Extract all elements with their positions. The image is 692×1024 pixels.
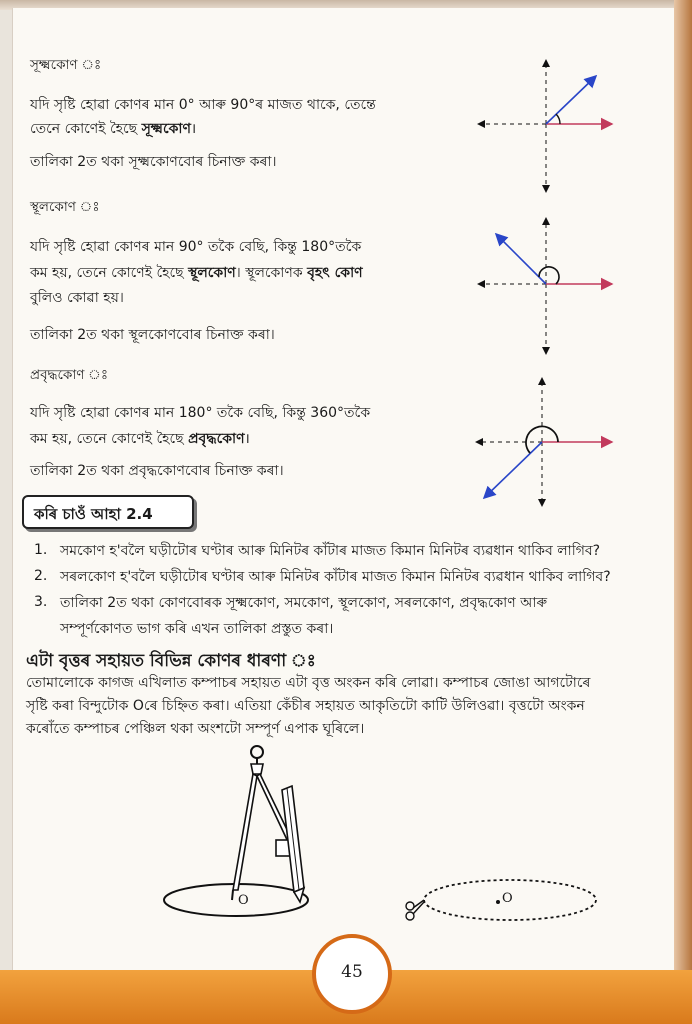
reflex-line2-text: কম হয়, তেনে কোণেই হৈছে (30, 431, 189, 447)
reflex-line2-end: । (244, 431, 250, 447)
compass-point-label: O (238, 893, 249, 908)
obtuse-heading: স্থূলকোণ ঃ (30, 199, 100, 215)
acute-definition-line1: যদি সৃষ্টি হোৱা কোণৰ মান 0° আৰু 90°ৰ মাজত থাকে, তেন্তে (30, 97, 376, 113)
page-number: 45 (341, 962, 363, 982)
activity-item-1: সমকোণ হ'বলৈ ঘড়ীটোৰ ঘণ্টাৰ আৰু মিনিটৰ কাঁটাৰ মাজত কিমান মিনিটৰ ব্যৱধান থাকিব লাগিব? (60, 543, 601, 559)
circle-para-line3: কৰোঁতে কম্পাচৰ পেঞ্চিল থকা অংশটো সম্পূৰ্ণ এপাক ঘূৰিলে। (26, 721, 365, 737)
reflex-angle-diagram (472, 372, 622, 512)
acute-line2-end: । (190, 121, 197, 137)
page-right-edge (674, 0, 692, 1024)
reflex-term: প্ৰবৃদ্ধকোণ (188, 431, 245, 447)
cut-circle-illustration (400, 872, 600, 932)
acute-table-instruction: তালিকা 2ত থকা সূক্ষ্মকোণবোৰ চিনাক্ত কৰা। (30, 154, 277, 170)
reflex-definition-line2 (30, 430, 250, 448)
obtuse-definition-line2 (30, 264, 363, 282)
obtuse-line2-text: কম হয়, তেনে কোণেই হৈছে (30, 265, 189, 281)
acute-line2-text: তেনে কোণেই হৈছে (30, 121, 142, 137)
acute-heading: সূক্ষ্মকোণ ঃ (30, 57, 102, 73)
page-number-badge (312, 934, 392, 1014)
scissors-icon (406, 900, 424, 920)
obtuse-definition-line1: যদি সৃষ্টি হোৱা কোণৰ মান 90° তকৈ বেছি, কিন্তু 180°তকৈ (30, 239, 362, 255)
obtuse-line2-mid: । স্থূলকোণক (235, 265, 308, 281)
obtuse-angle-diagram (472, 210, 622, 360)
acute-term: সূক্ষ্মকোণ (141, 121, 191, 137)
obtuse-alt-term: বৃহৎ কোণ (307, 265, 363, 281)
cut-circle-point-label: O (502, 891, 513, 906)
circle-para-line1: তোমালোকে কাগজ এখিলাত কম্পাচৰ সহায়ত এটা বৃত্ত অংকন কৰি লোৱা। কম্পাচৰ জোঙা আগটোৰে (26, 675, 591, 691)
activity-item-3-number: 3. (34, 594, 48, 610)
acute-definition-line2 (30, 120, 196, 138)
acute-angle-diagram (472, 52, 622, 202)
activity-item-2: সৰলকোণ হ'বলৈ ঘড়ীটোৰ ঘণ্টাৰ আৰু মিনিটৰ কাঁটাৰ মাজত কিমান মিনিটৰ ব্যৱধান থাকিব লাগিব? (60, 569, 611, 585)
reflex-table-instruction: তালিকা 2ত থকা প্ৰবৃদ্ধকোণবোৰ চিনাক্ত কৰা। (30, 463, 284, 479)
activity-title: কৰি চাওঁ আহা 2.4 (34, 505, 153, 523)
circle-section-heading: এটা বৃত্তৰ সহায়ত বিভিন্ন কোণৰ ধাৰণা ঃ (26, 651, 316, 671)
obtuse-term: স্থূলকোণ (188, 265, 236, 281)
activity-item-2-number: 2. (34, 568, 48, 584)
activity-item-3-line1: তালিকা 2ত থকা কোণবোৰক সূক্ষ্মকোণ, সমকোণ, স্থূলকোণ, সৰলকোণ, প্ৰবৃদ্ধকোণ আৰু (60, 595, 547, 611)
reflex-definition-line1: যদি সৃষ্টি হোৱা কোণৰ মান 180° তকৈ বেছি, কিন্তু 360°তকৈ (30, 405, 371, 421)
circle-para-line2: সৃষ্টি কৰা বিন্দুটোক Oৰে চিহ্নিত কৰা। এতিয়া কেঁচীৰ সহায়ত আকৃতিটো কাটি উলিওৱা। বৃত্তটো অংকন (26, 698, 585, 714)
activity-item-3-line2: সম্পূৰ্ণকোণত ভাগ কৰি এখন তালিকা প্ৰস্তুত কৰা। (60, 621, 334, 637)
activity-title-box (22, 495, 194, 529)
obtuse-table-instruction: তালিকা 2ত থকা স্থূলকোণবোৰ চিনাক্ত কৰা। (30, 327, 275, 343)
reflex-heading: প্ৰবৃদ্ধকোণ ঃ (30, 367, 109, 383)
obtuse-definition-line3: বুলিও কোৱা হয়। (30, 290, 124, 306)
activity-item-1-number: 1. (34, 542, 48, 558)
